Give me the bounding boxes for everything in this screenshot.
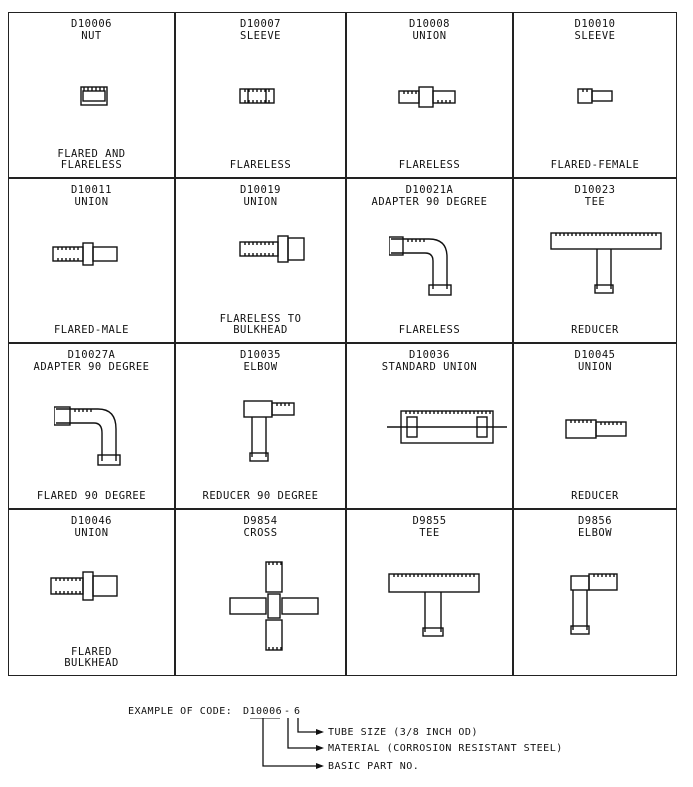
- example-dash: -: [284, 706, 291, 717]
- example-label: EXAMPLE OF CODE:: [128, 706, 233, 717]
- union-reducer-icon: [514, 344, 676, 508]
- part-name: TEE: [419, 527, 440, 539]
- part-code: D10027A: [67, 349, 116, 361]
- part-code: D10023: [574, 184, 616, 196]
- part-description: FLARED AND FLARELESS: [57, 148, 126, 171]
- part-name: UNION: [74, 196, 109, 208]
- legend-material: MATERIAL (CORROSION RESISTANT STEEL): [328, 743, 563, 754]
- union-icon: [347, 13, 512, 177]
- part-name: UNION: [577, 361, 613, 373]
- part-description: FLARELESS: [398, 159, 461, 171]
- part-name: SLEEVE: [574, 30, 616, 42]
- part-name: CROSS: [243, 527, 278, 539]
- fitting-cell: [175, 509, 346, 676]
- fitting-cell: [346, 343, 513, 509]
- part-name: ADAPTER 90 DEGREE: [33, 361, 150, 373]
- part-name: UNION: [74, 527, 109, 539]
- fitting-cell: [513, 12, 677, 178]
- fitting-cell: [175, 178, 346, 343]
- part-name: ADAPTER 90 DEGREE: [371, 196, 488, 208]
- fitting-cell: [8, 12, 175, 178]
- legend-leader-lines: [250, 718, 330, 778]
- part-code: D10035: [240, 349, 281, 361]
- legend-basic-part: BASIC PART NO.: [328, 761, 420, 772]
- part-code: D9856: [577, 515, 613, 527]
- part-description: FLARED BULKHEAD: [64, 646, 119, 669]
- part-code: D10006: [71, 18, 112, 30]
- part-name: ELBOW: [577, 527, 613, 539]
- part-description: REDUCER: [571, 324, 619, 336]
- fitting-cell: [513, 343, 677, 509]
- adapter-90-icon: [347, 179, 512, 342]
- part-code: D10008: [409, 18, 450, 30]
- fitting-cell: [175, 12, 346, 178]
- part-name: UNION: [412, 30, 447, 42]
- part-name: SLEEVE: [240, 30, 281, 42]
- fittings-grid: [8, 12, 677, 676]
- part-code: D10045: [574, 349, 616, 361]
- fitting-cell: [175, 343, 346, 509]
- part-code: D10046: [71, 515, 112, 527]
- part-code: D9855: [412, 515, 447, 527]
- standard-union-icon: [347, 344, 512, 508]
- part-description: FLARED-FEMALE: [550, 159, 640, 171]
- part-description: REDUCER 90 DEGREE: [202, 490, 319, 502]
- part-description: FLARELESS TO BULKHEAD: [219, 313, 302, 336]
- tee-reducer-icon: [514, 179, 676, 342]
- sleeve-small-icon: [514, 13, 676, 177]
- part-description: FLARELESS: [229, 159, 292, 171]
- fitting-cell: [346, 509, 513, 676]
- fitting-cell: [346, 178, 513, 343]
- adapter-90-flared-icon: [9, 344, 174, 508]
- part-code: D10010: [574, 18, 616, 30]
- part-code: D9854: [243, 515, 278, 527]
- part-code: D10036: [409, 349, 450, 361]
- fitting-cell: [8, 343, 175, 509]
- cross-icon: [176, 510, 345, 675]
- legend-tube-size: TUBE SIZE (3/8 INCH OD): [328, 727, 478, 738]
- part-name: ELBOW: [243, 361, 278, 373]
- part-code: D10021A: [405, 184, 454, 196]
- tee-icon: [347, 510, 512, 675]
- part-name: NUT: [81, 30, 102, 42]
- part-code: D10019: [240, 184, 281, 196]
- example-code: D10006: [243, 706, 283, 717]
- sleeve-icon: [176, 13, 345, 177]
- fitting-cell: [513, 509, 677, 676]
- part-description: FLARED 90 DEGREE: [36, 490, 147, 502]
- fitting-cell: [346, 12, 513, 178]
- part-name: UNION: [243, 196, 278, 208]
- elbow-icon: [514, 510, 676, 675]
- union-male-icon: [9, 179, 174, 342]
- part-code: D10007: [240, 18, 281, 30]
- elbow-reducer-icon: [176, 344, 345, 508]
- part-description: FLARED-MALE: [53, 324, 130, 336]
- fitting-cell: [8, 509, 175, 676]
- fitting-cell: [513, 178, 677, 343]
- part-description: FLARELESS: [398, 324, 461, 336]
- example-size: 6: [294, 706, 301, 717]
- part-description: REDUCER: [571, 490, 619, 502]
- fitting-cell: [8, 178, 175, 343]
- part-name: TEE: [584, 196, 606, 208]
- part-code: D10011: [71, 184, 112, 196]
- part-name: STANDARD UNION: [381, 361, 478, 373]
